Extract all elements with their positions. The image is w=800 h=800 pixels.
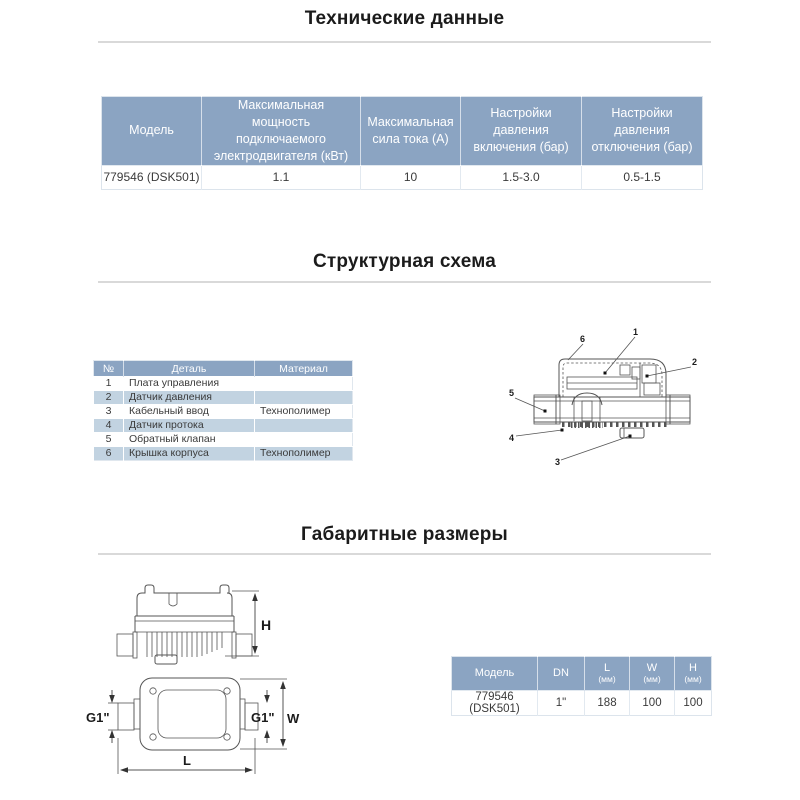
table-row bbox=[94, 377, 353, 391]
column-header: Материал bbox=[255, 361, 353, 377]
side-view bbox=[117, 585, 271, 664]
column-header: Деталь bbox=[124, 361, 255, 377]
housing-cover bbox=[559, 359, 666, 397]
header-row bbox=[452, 657, 712, 691]
table-cell: 100 bbox=[675, 691, 712, 716]
table-cell: 779546 (DSK501) bbox=[452, 691, 538, 716]
table-cell: Крышка корпуса bbox=[124, 447, 255, 461]
technical-table-head bbox=[102, 97, 703, 166]
table-cell: Плата управления bbox=[124, 377, 255, 391]
callout-label: 2 bbox=[692, 357, 698, 367]
dimensions-table bbox=[451, 656, 712, 716]
column-header: W (мм) bbox=[630, 657, 675, 691]
table-cell: 1.1 bbox=[202, 165, 361, 189]
column-header: Модель bbox=[452, 657, 538, 691]
callout-label: 3 bbox=[555, 457, 561, 467]
table-cell: Технополимер bbox=[255, 447, 353, 461]
structure-diagram bbox=[504, 317, 716, 477]
table-cell: 0.5-1.5 bbox=[582, 165, 703, 189]
technical-table-body bbox=[102, 165, 703, 189]
column-header: Максимальная сила тока (А) bbox=[361, 97, 461, 166]
dimension-h-label: H bbox=[261, 617, 272, 633]
top-view bbox=[86, 678, 300, 774]
callout-label: 4 bbox=[509, 433, 515, 443]
dimension-g1-right-label: G1" bbox=[251, 710, 275, 725]
table-row bbox=[94, 391, 353, 405]
table-cell: Датчик давления bbox=[124, 391, 255, 405]
table-cell bbox=[255, 377, 353, 391]
cable-gland bbox=[620, 428, 644, 438]
header-row bbox=[102, 97, 703, 166]
column-header: Максимальная мощность подключаемого электродвигателя (кВт) bbox=[202, 97, 361, 166]
column-header: Настройки давления включения (бар) bbox=[461, 97, 582, 166]
column-header: № bbox=[94, 361, 124, 377]
table-cell: 3 bbox=[94, 405, 124, 419]
dimension-g1-left-label: G1" bbox=[86, 710, 110, 725]
divider bbox=[98, 553, 711, 555]
table-cell bbox=[255, 433, 353, 447]
table-row bbox=[94, 447, 353, 461]
divider bbox=[98, 281, 711, 283]
parts-table bbox=[93, 360, 353, 461]
parts-table-body bbox=[94, 377, 353, 461]
table-cell bbox=[255, 419, 353, 433]
table-cell: Кабельный ввод bbox=[124, 405, 255, 419]
dimension-l-label: L bbox=[183, 753, 191, 768]
header-row bbox=[94, 361, 353, 377]
table-cell: 2 bbox=[94, 391, 124, 405]
table-cell: 1.5-3.0 bbox=[461, 165, 582, 189]
dimensions-section-title: Габаритные размеры bbox=[301, 524, 508, 545]
table-cell: 6 bbox=[94, 447, 124, 461]
table-cell: 4 bbox=[94, 419, 124, 433]
dimensions-drawing bbox=[85, 578, 300, 793]
table-cell: 10 bbox=[361, 165, 461, 189]
column-header: Настройки давления отключения (бар) bbox=[582, 97, 703, 166]
table-cell: 188 bbox=[585, 691, 630, 716]
technical-section-title: Технические данные bbox=[304, 8, 505, 29]
table-cell: 1" bbox=[538, 691, 585, 716]
dimensions-table-head bbox=[452, 657, 712, 691]
technical-table bbox=[101, 96, 703, 190]
table-cell: Датчик протока bbox=[124, 419, 255, 433]
callout-label: 1 bbox=[633, 327, 639, 337]
dimensions-table-body bbox=[452, 691, 712, 716]
table-cell: 779546 (DSK501) bbox=[102, 165, 202, 189]
dimension-w-label: W bbox=[287, 711, 300, 726]
table-cell: 100 bbox=[630, 691, 675, 716]
parts-table-head bbox=[94, 361, 353, 377]
callout-label: 5 bbox=[509, 388, 515, 398]
table-cell: Технополимер bbox=[255, 405, 353, 419]
column-header: H (мм) bbox=[675, 657, 712, 691]
table-row bbox=[452, 691, 712, 716]
structure-section-title: Структурная схема bbox=[312, 251, 497, 272]
table-cell: 1 bbox=[94, 377, 124, 391]
pipe-body bbox=[534, 395, 690, 425]
callout-label: 6 bbox=[580, 334, 586, 344]
column-header: Модель bbox=[102, 97, 202, 166]
table-cell: Обратный клапан bbox=[124, 433, 255, 447]
column-header: L (мм) bbox=[585, 657, 630, 691]
column-header: DN bbox=[538, 657, 585, 691]
table-row bbox=[94, 405, 353, 419]
table-row bbox=[102, 165, 703, 189]
table-cell bbox=[255, 391, 353, 405]
table-row bbox=[94, 433, 353, 447]
divider bbox=[98, 41, 711, 43]
table-row bbox=[94, 419, 353, 433]
table-cell: 5 bbox=[94, 433, 124, 447]
valve-assembly bbox=[571, 393, 603, 425]
